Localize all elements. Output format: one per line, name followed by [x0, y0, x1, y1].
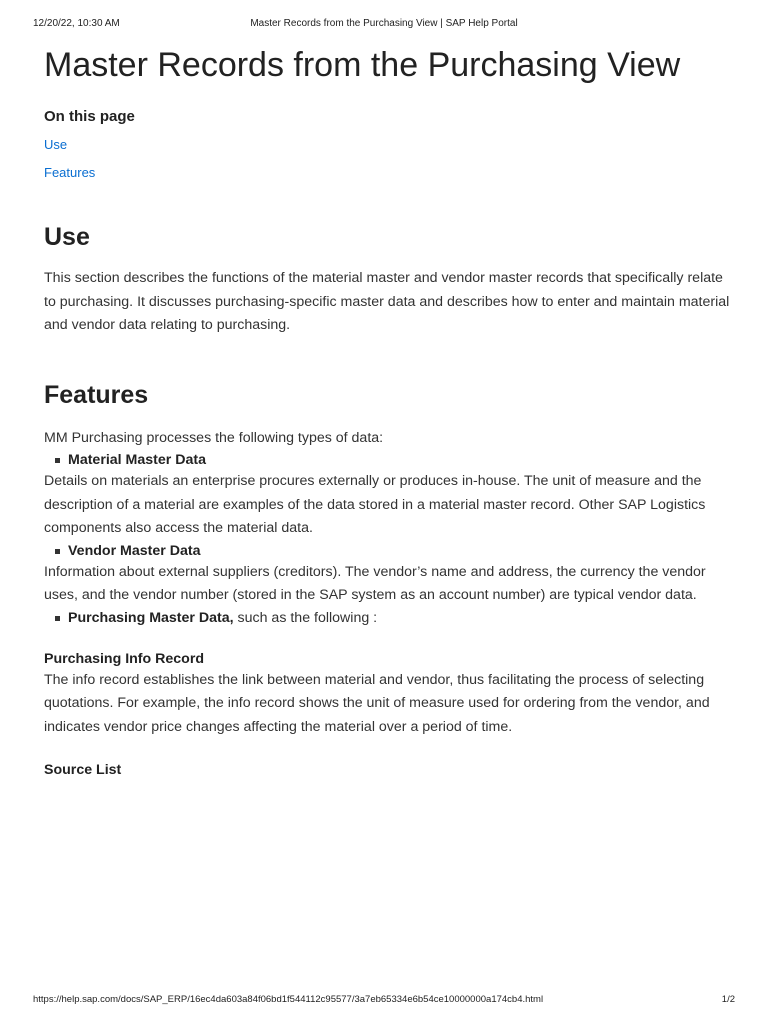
- on-this-page: [44, 108, 734, 181]
- material-master-label: Material Master Data: [68, 452, 206, 468]
- print-datetime: 12/20/22, 10:30 AM: [33, 18, 120, 29]
- features-intro: MM Purchasing processes the following types of data:: [44, 429, 384, 446]
- info-record-heading: Purchasing Info Record: [44, 650, 205, 667]
- bullet-square-icon: [55, 616, 60, 621]
- print-url: https://help.sap.com/docs/SAP_ERP/16ec4da603a84f06bd1f544112c95577/3a7eb65334e6b54ce10000000a174cb4.html: [33, 994, 544, 1005]
- use-heading: Use: [44, 223, 90, 251]
- list-item: [44, 450, 734, 470]
- toc-title: On this page: [44, 108, 135, 125]
- list-item: [44, 608, 734, 628]
- material-master-paragraph: Details on materials an enterprise procures externally or produces in-house. The unit of measure and the description of a material are examples of the data stored in a material master record. Other SAP Logistics components also access the material data.: [44, 473, 706, 536]
- toc-link-use[interactable]: Use: [44, 137, 68, 152]
- print-footer: [33, 994, 735, 1008]
- vendor-master-paragraph: Information about external suppliers (creditors). The vendor’s name and address, the currency the vendor uses, and the vendor number (stored in the SAP system as an account number) are typical vendor data.: [44, 563, 706, 603]
- page-title: Master Records from the Purchasing View: [44, 46, 681, 84]
- toc-link-features[interactable]: Features: [44, 165, 96, 180]
- bullet-square-icon: [55, 549, 60, 554]
- print-header: [33, 18, 735, 32]
- purchasing-master-list: [44, 608, 734, 628]
- info-record-paragraph: The info record establishes the link between material and vendor, thus facilitating the process of selecting quotations. For example, the info record shows the unit of measure used for ordering from the vendor, and indicates vendor price changes affecting the material over a period of time.: [44, 671, 710, 735]
- purchasing-master-label: Purchasing Master Data,: [68, 609, 234, 626]
- list-item: [44, 541, 734, 561]
- purchasing-master-suffix: such as the following :: [233, 609, 378, 626]
- material-master-list: [44, 450, 734, 470]
- vendor-master-label: Vendor Master Data: [68, 542, 201, 559]
- page-content: [44, 42, 734, 780]
- print-page-number: 1/2: [721, 994, 735, 1005]
- vendor-master-list: [44, 541, 734, 561]
- source-list-heading: Source List: [44, 762, 122, 778]
- use-paragraph: This section describes the functions of the material master and vendor master records that specifically relate to purchasing. It discusses purchasing-specific master data and describes how to enter and maintain material and vendor data relating to purchasing.: [44, 270, 730, 333]
- features-heading: Features: [44, 380, 149, 409]
- bullet-square-icon: [55, 458, 60, 463]
- print-doc-title: Master Records from the Purchasing View | SAP Help Portal: [250, 18, 518, 29]
